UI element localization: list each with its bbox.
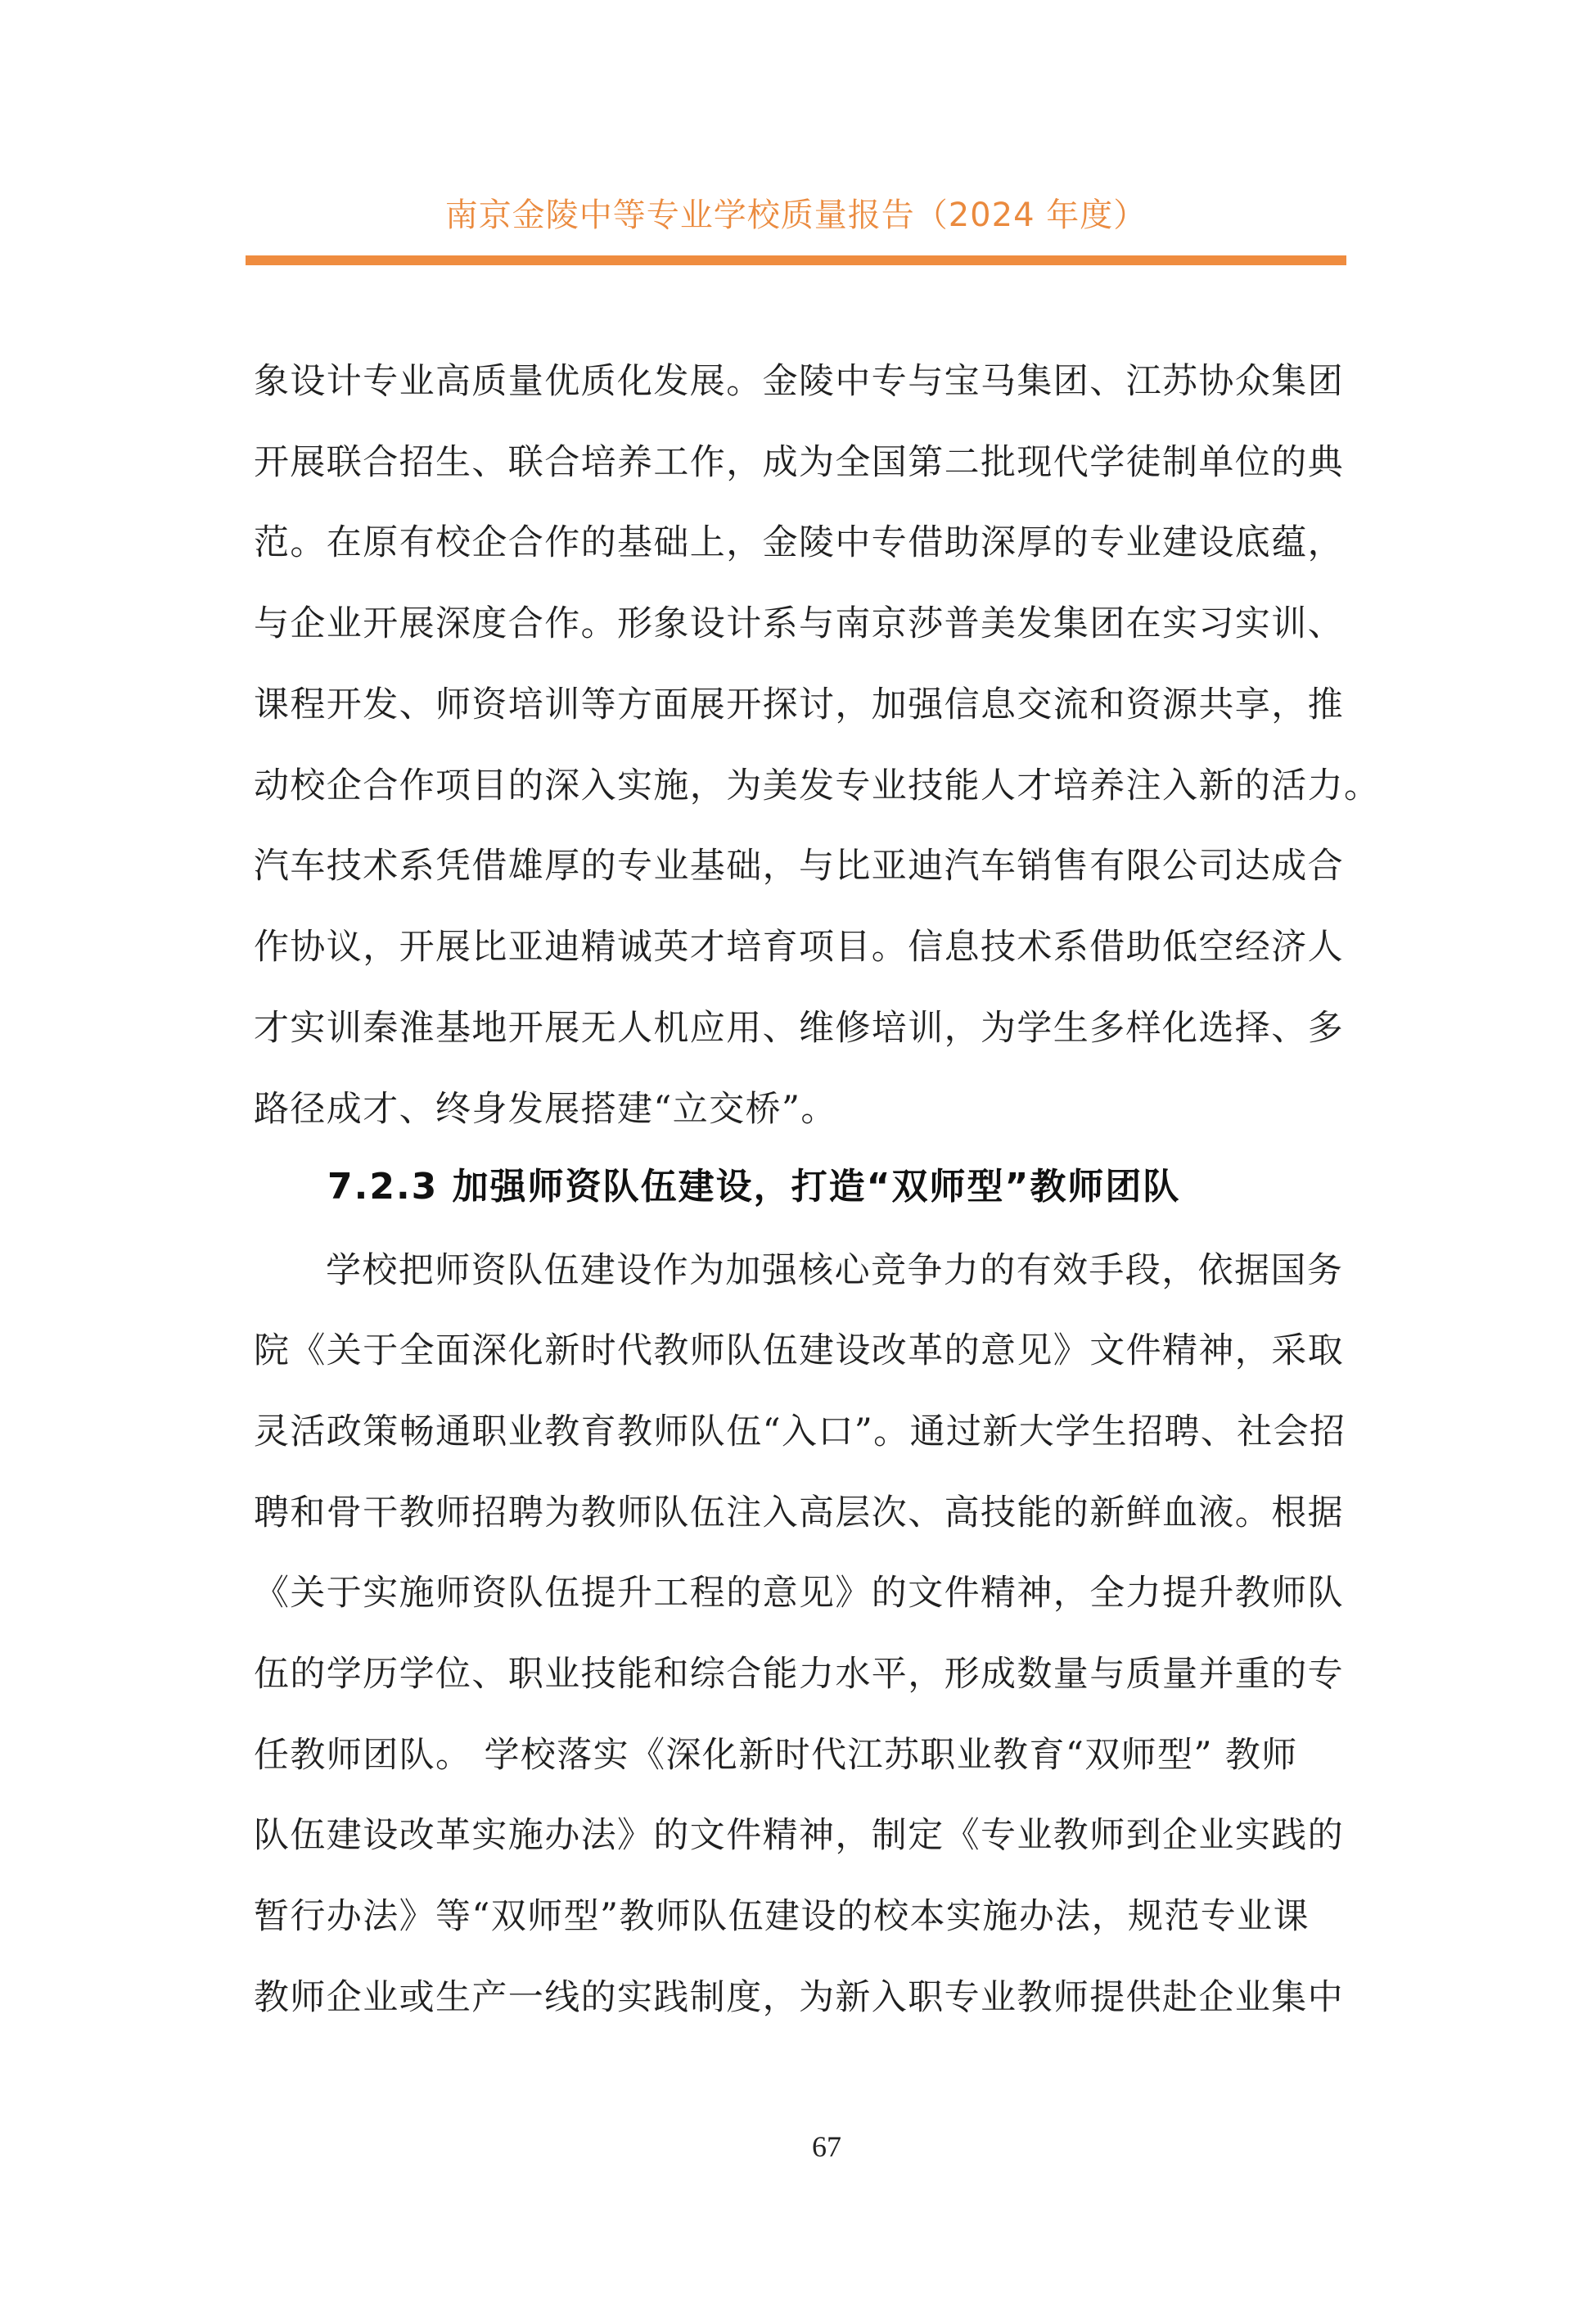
body-line: 队伍建设改革实施办法》的文件精神，制定《专业教师到企业实践的 [254, 1815, 1344, 1856]
body-line: 院《关于全面深化新时代教师队伍建设改革的意见》文件精神，采取 [254, 1330, 1344, 1371]
body-line: 汽车技术系凭借雄厚的专业基础，与比亚迪汽车销售有限公司达成合 [254, 846, 1344, 887]
body-line: 学校把师资队伍建设作为加强核心竞争力的有效手段，依据国务 [326, 1250, 1344, 1291]
body-line: 象设计专业高质量优质化发展。金陵中专与宝马集团、江苏协众集团 [254, 361, 1344, 402]
body-line: 任教师团队。 学校落实《深化新时代江苏职业教育“双师型” 教师 [254, 1735, 1298, 1776]
body-line: 与企业开展深度合作。形象设计系与南京莎普美发集团在实习实训、 [254, 603, 1344, 644]
page-number: 67 [812, 2130, 841, 2163]
body-line: 作协议，开展比亚迪精诚英才培育项目。信息技术系借助低空经济人 [254, 927, 1344, 968]
body-line: 课程开发、师资培训等方面展开探讨，加强信息交流和资源共享，推 [254, 684, 1344, 725]
report-header-title: 南京金陵中等专业学校质量报告（2024 年度） [444, 196, 1147, 234]
body-line: 动校企合作项目的深入实施，为美发专业技能人才培养注入新的活力。 [254, 765, 1381, 806]
body-line: 范。在原有校企合作的基础上，金陵中专借助深厚的专业建设底蕴， [254, 522, 1344, 563]
body-line: 聘和骨干教师招聘为教师队伍注入高层次、高技能的新鲜血液。根据 [254, 1492, 1344, 1533]
body-line: 开展联合招生、联合培养工作，成为全国第二批现代学徒制单位的典 [254, 442, 1344, 483]
body-line: 教师企业或生产一线的实践制度，为新入职专业教师提供赴企业集中 [254, 1977, 1344, 2018]
body-line: 灵活政策畅通职业教育教师队伍“入口”。通过新大学生招聘、社会招 [254, 1411, 1346, 1452]
body-line: 暂行办法》等“双师型”教师队伍建设的校本实施办法，规范专业课 [254, 1896, 1310, 1937]
header-divider [246, 255, 1346, 265]
body-line: 才实训秦淮基地开展无人机应用、维修培训，为学生多样化选择、多 [254, 1008, 1344, 1049]
body-line: 《关于实施师资队伍提升工程的意见》的文件精神，全力提升教师队 [254, 1573, 1344, 1614]
body-line: 路径成才、终身发展搭建“立交桥”。 [254, 1089, 837, 1130]
section-heading: 7.2.3 加强师资队伍建设，打造“双师型”教师团队 [327, 1166, 1181, 1208]
body-line: 伍的学历学位、职业技能和综合能力水平，形成数量与质量并重的专 [254, 1654, 1344, 1695]
